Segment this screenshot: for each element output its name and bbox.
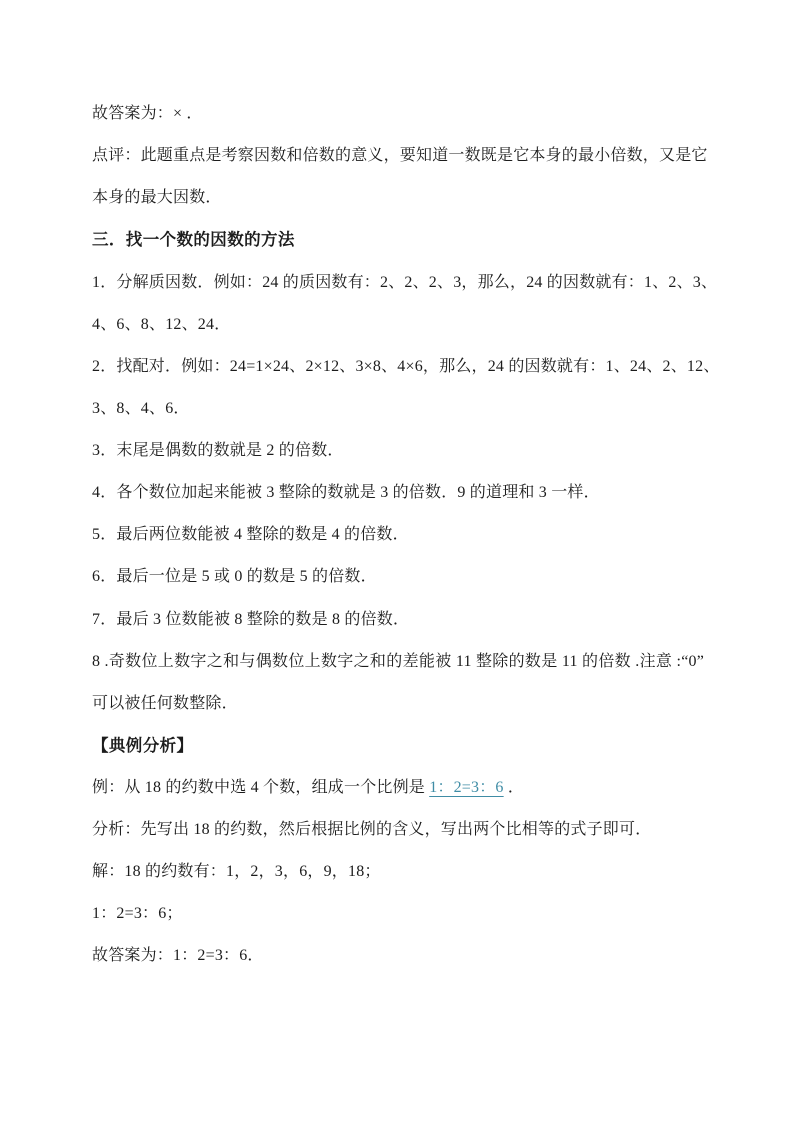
line-method5: 5．最后两位数能被 4 整除的数是 4 的倍数． (92, 526, 409, 543)
line-method1-part1: 1．分解质因数．例如：24 的质因数有：2、2、2、3，那么，24 的因数就有：1、2、3、 (92, 274, 718, 291)
line-method7: 7．最后 3 位数能被 8 整除的数是 8 的倍数． (92, 611, 410, 628)
line-method6: 6．最后一位是 5 或 0 的数是 5 的倍数． (92, 568, 377, 585)
line-example (92, 777, 704, 799)
example-question-text: 例：从 18 的约数中选 4 个数，组成一个比例是 (92, 779, 430, 796)
example-question-period: ． (503, 779, 525, 796)
line-method2-part1: 2．找配对．例如：24=1×24、2×12、3×8、4×6，那么，24 的因数就有：1、24、2、12、 (92, 358, 720, 375)
line-method8-part1: 8 .奇数位上数字之和与偶数位上数字之和的差能被 11 整除的数是 11 的倍数 .注意 :“0” (92, 653, 704, 670)
line-comment-part2: 本身的最大因数． (92, 189, 222, 206)
line-solution: 解：18 的约数有：1，2，3，6，9，18； (92, 863, 381, 880)
line-final-answer: 故答案为：1：2=3：6． (92, 947, 264, 964)
heading-example-analysis: 【典例分析】 (92, 736, 194, 755)
line-method8-part2: 可以被任何数整除． (92, 695, 238, 712)
section-heading-methods: 三．找一个数的因数的方法 (92, 230, 295, 249)
line-method4: 4．各个数位加起来能被 3 整除的数就是 3 的倍数．9 的道理和 3 一样． (92, 484, 600, 501)
line-comment-part1: 点评：此题重点是考察因数和倍数的意义，要知道一数既是它本身的最小倍数，又是它 (92, 147, 708, 164)
line-method1-part2: 4、6、8、12、24． (92, 316, 231, 333)
example-answer-link: 1：2=3：6 (429, 779, 504, 796)
line-method3: 3．末尾是偶数的数就是 2 的倍数． (92, 442, 344, 459)
line-method2-part2: 3、8、4、6． (92, 400, 190, 417)
line-proportion: 1：2=3：6； (92, 905, 183, 922)
line-analysis: 分析：先写出 18 的约数，然后根据比例的含义，写出两个比相等的式子即可． (92, 821, 652, 838)
line-answer-x: 故答案为：× ． (92, 105, 203, 122)
